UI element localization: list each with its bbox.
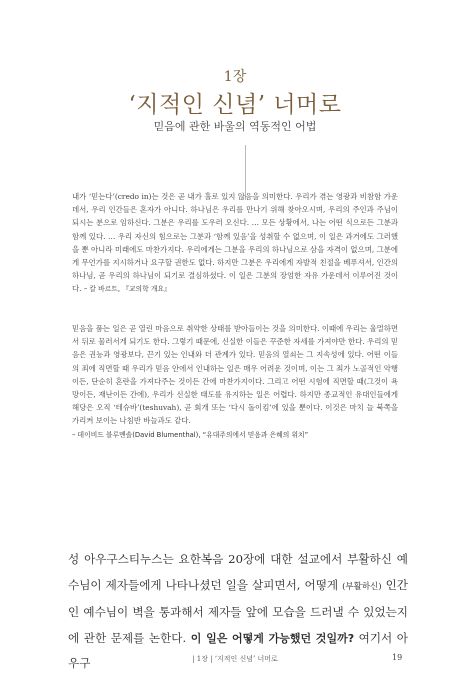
- chapter-number: 1장: [223, 69, 247, 85]
- chapter-title: ‘지적인 신념’ 너머로: [128, 92, 342, 118]
- running-head: | 1장 | ‘지적인 신념’ 너머로: [192, 655, 278, 663]
- page-number: 19: [392, 653, 403, 662]
- body-text-emphasis: 이 일은 어떻게 가능했던 것일까?: [190, 631, 355, 645]
- epigraph-quote-1: [72, 190, 398, 297]
- body-text-aside: (부활하신): [342, 581, 382, 592]
- body-text-lead: 성 아우구스티누스는 요한복음 20장에 대한 설교에서 부활하신 예수님이 제자들에게 나타나셨던 일을 살피면서, 어떻게: [68, 552, 408, 592]
- page-footer: [0, 654, 470, 668]
- epigraph-attribution: – 칼 바르트, 『교의학 개요』: [83, 285, 171, 294]
- epigraph-quote-text: 내가 ‘믿는다’(credo in)는 것은 곧 내가 홀로 있지 않음을 의미한다. 우리가 겪는 영광과 비참함 가운데서, 우리 인간들은 혼자가 아니다. 하나님은 우리를 만나기 위해 찾아오시며, 우리의 주인과 주님이 되시는 분으로 임하신다. 그분은 우리를 도우러 오신다. … 모든 상황에서, 나는 어떤 식으로든 그분과 함께 있다. … 우리 자신의 힘으로는 그분과 ‘함께 있음’을 성취할 수 없으며, 이 일은 과거에도 그러했을 뿐 아니라 미래에도 마찬가지다. 우리에게는 그분을 우리의 하나님으로 삼을 자격이 없으며, 그분에게 무언가를 지시하거나 요구할 권한도 없다. 하지만 그분은 우리에게 자발적 친절을 베푸셔서, 인간의 하나님, 곧 우리의 하나님이 되기로 결심하셨다. 이 일은 그분의 장엄한 자유 가운데서 이루어진 것이다.: [72, 192, 398, 294]
- body-text-middle: 인간인 예수님이 벽을 통과해서 제자들 앞에 모습을 드러낼 수 있었는지에 관한 문제를 논한다.: [68, 577, 409, 645]
- epigraph-quote-text: 믿음을 품는 일은 곧 열린 마음으로 취약한 상태를 받아들이는 것을 의미한다. 이때에 우리는 울멀하면서 뒤로 물러서게 되기도 한다. 그렇기 때문에, 신실한 이들은 꾸준한 자세를 가져야만 한다. 우리의 믿음은 권능과 영광보다, 끈기 있는 인내와 더 관계가 있다. 믿음의 열쇠는 그 지속성에 있다. 어떤 이들의 죄에 직면할 때 우리가 믿음 안에서 인내하는 일은 매우 어려운 것이며, 이는 그 죄가 노골적인 악행이든, 단순히 혼란을 가져다주는 것이든 간에 마찬가지이다. 그리고 어떤 시험에 직면할 때(그것이 욕망이든, 재난이든 간에), 우리가 신실한 태도를 유지하는 일은 어렵다. 하지만 종교적인 유대인들에게 해당은 오직 ‘테슈바’(teshuvah), 곧 회개 또는 ‘다시 돌이킴’에 있을 뿐이다. 이것은 마치 늘 북쪽을 가리켜 보이는 나침반 바늘과도 같다.: [72, 324, 398, 426]
- body-text-tail: 여기서 아우구: [68, 630, 408, 670]
- epigraph-attribution: – 데이비드 블루멘솔(David Blumenthal), “유대주의에서 믿음과 은혜의 위치”: [72, 430, 309, 439]
- chapter-subtitle: 믿음에 관한 바울의 역동적인 어법: [153, 120, 317, 133]
- epigraph-quote-2: [72, 322, 398, 442]
